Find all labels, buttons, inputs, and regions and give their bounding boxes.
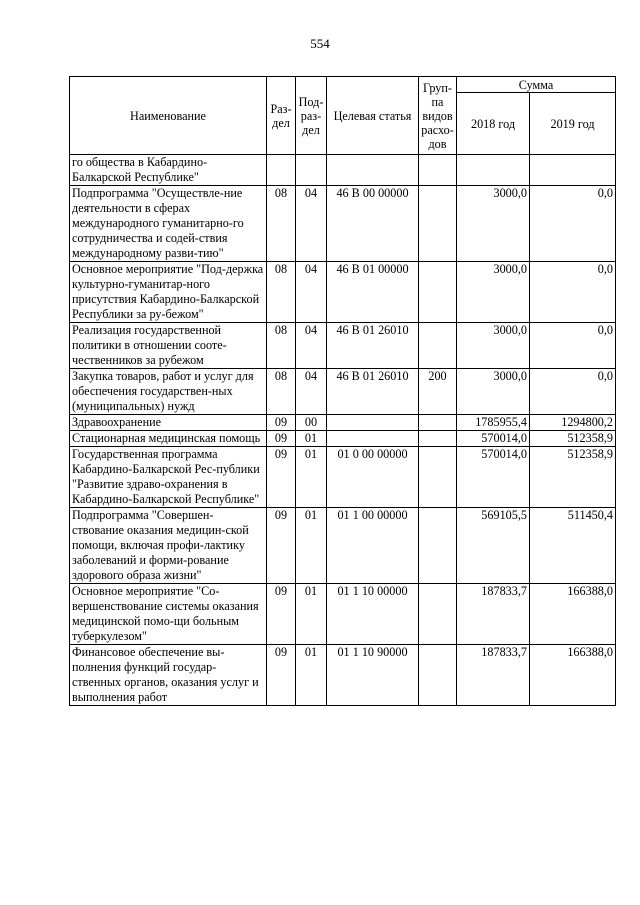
cell-subsection: 04 [296,186,327,262]
cell-2019: 0,0 [530,323,616,369]
cell-section: 08 [267,323,296,369]
cell-section: 09 [267,415,296,431]
cell-target: 46 В 01 26010 [327,369,419,415]
cell-subsection: 01 [296,508,327,584]
cell-group: 200 [419,369,457,415]
table-row [70,447,616,508]
cell-2018: 187833,7 [457,645,530,706]
cell-target: 01 1 10 00000 [327,584,419,645]
cell-name: Основное мероприятие "Со-вершенствование системы оказания медицинской помо-щи больным туберкулезом" [70,584,267,645]
cell-subsection: 04 [296,369,327,415]
cell-name: Основное мероприятие "Под-держка культурно-гуманитар-ного присутствия Кабардино-Балкарской Республики за ру-бежом" [70,262,267,323]
cell-2018: 570014,0 [457,447,530,508]
page-number: 554 [310,36,330,51]
cell-group [419,415,457,431]
cell-2018: 3000,0 [457,186,530,262]
cell-group [419,431,457,447]
cell-subsection: 00 [296,415,327,431]
cell-group [419,508,457,584]
header-2019: 2019 год [530,93,616,155]
cell-name: Подпрограмма "Осуществле-ние деятельности в сферах международного гуманитарно-го сотрудничества и содей-ствия международному разви-тию" [70,186,267,262]
cell-name: Подпрограмма "Совершен-ствование оказания медицин-ской помощи, включая профи-лактику заболеваний и форми-рование здорового образа жизни" [70,508,267,584]
cell-target: 01 1 10 90000 [327,645,419,706]
cell-target: 01 0 00 00000 [327,447,419,508]
cell-group [419,645,457,706]
header-name: Наименование [70,77,267,155]
table-row [70,323,616,369]
table-row [70,369,616,415]
table-body [70,155,616,706]
cell-2019: 0,0 [530,369,616,415]
cell-2019: 511450,4 [530,508,616,584]
header-group: Груп-па видов расхо-дов [419,77,457,155]
header-2018: 2018 год [457,93,530,155]
cell-target: 46 В 01 00000 [327,262,419,323]
cell-subsection: 01 [296,645,327,706]
cell-2018: 3000,0 [457,262,530,323]
header-section: Раз-дел [267,77,296,155]
cell-group [419,323,457,369]
cell-section: 09 [267,645,296,706]
budget-table [69,76,616,706]
header-sum: Сумма [457,77,616,93]
cell-subsection: 04 [296,262,327,323]
table-row [70,262,616,323]
cell-target: 46 В 01 26010 [327,323,419,369]
cell-target: 46 В 00 00000 [327,186,419,262]
cell-target [327,431,419,447]
cell-section [267,155,296,186]
cell-target [327,155,419,186]
table-row [70,645,616,706]
cell-name: Здравоохранение [70,415,267,431]
cell-2018: 3000,0 [457,323,530,369]
cell-2019: 1294800,2 [530,415,616,431]
cell-target [327,415,419,431]
cell-subsection: 04 [296,323,327,369]
cell-group [419,447,457,508]
cell-2018: 570014,0 [457,431,530,447]
cell-name: Закупка товаров, работ и услуг для обеспечения государствен-ных (муниципальных) нужд [70,369,267,415]
cell-name: го общества в Кабардино-Балкарской Республике" [70,155,267,186]
cell-group [419,262,457,323]
cell-2019: 512358,9 [530,431,616,447]
header-target: Целевая статья [327,77,419,155]
cell-section: 08 [267,369,296,415]
cell-section: 09 [267,508,296,584]
cell-2019: 166388,0 [530,645,616,706]
cell-2019: 166388,0 [530,584,616,645]
table-row [70,584,616,645]
cell-group [419,584,457,645]
table-row [70,431,616,447]
cell-group [419,186,457,262]
cell-name: Стационарная медицинская помощь [70,431,267,447]
cell-subsection: 01 [296,431,327,447]
cell-subsection [296,155,327,186]
cell-2018: 3000,0 [457,369,530,415]
cell-2019: 512358,9 [530,447,616,508]
table-row [70,186,616,262]
table-row [70,155,616,186]
cell-2018: 1785955,4 [457,415,530,431]
cell-2019: 0,0 [530,186,616,262]
cell-section: 08 [267,262,296,323]
cell-subsection: 01 [296,447,327,508]
cell-2019: 0,0 [530,262,616,323]
cell-section: 09 [267,584,296,645]
cell-name: Реализация государственной политики в отношении сооте-чественников за рубежом [70,323,267,369]
cell-name: Финансовое обеспечение вы-полнения функций государ-ственных органов, оказания услуг и выполнения работ [70,645,267,706]
cell-2018 [457,155,530,186]
cell-section: 08 [267,186,296,262]
cell-group [419,155,457,186]
header-subsection: Под-раз-дел [296,77,327,155]
table-row [70,508,616,584]
table-row [70,415,616,431]
cell-2019 [530,155,616,186]
cell-section: 09 [267,431,296,447]
cell-subsection: 01 [296,584,327,645]
cell-section: 09 [267,447,296,508]
cell-2018: 187833,7 [457,584,530,645]
cell-name: Государственная программа Кабардино-Балкарской Рес-публики "Развитие здраво-охранения в Кабардино-Балкарской Республике" [70,447,267,508]
cell-2018: 569105,5 [457,508,530,584]
cell-target: 01 1 00 00000 [327,508,419,584]
